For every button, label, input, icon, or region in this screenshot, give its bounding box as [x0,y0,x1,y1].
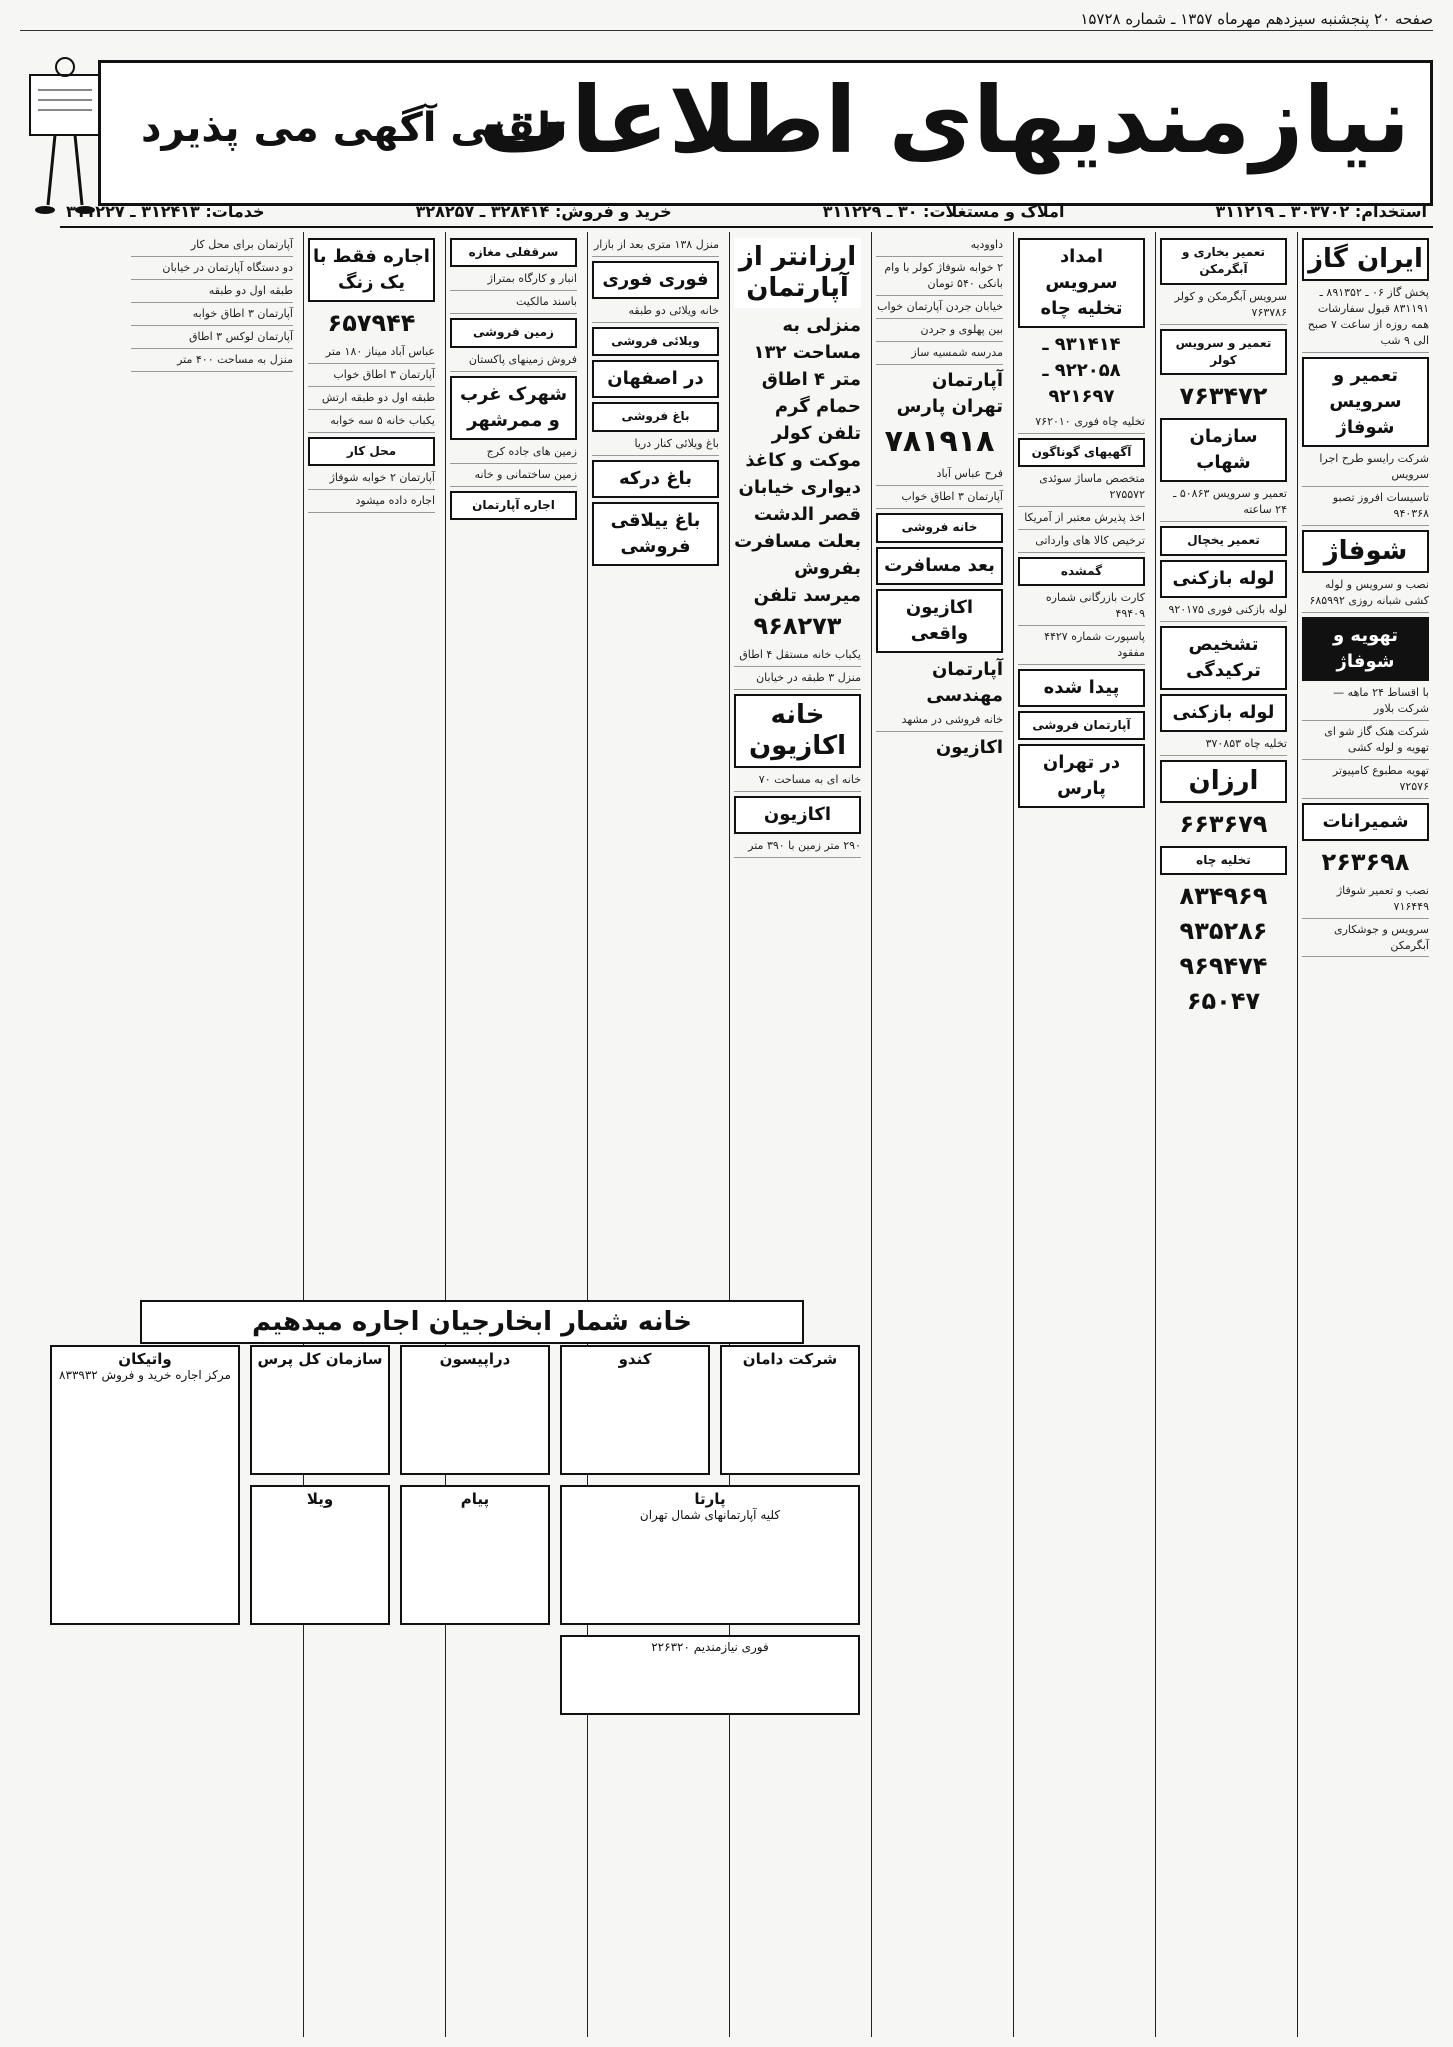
ad-filler: آپارتمان ۳ اطاق خواب [308,367,435,387]
ad-filler: کارت بازرگانی شماره ۴۹۴۰۹ [1018,590,1145,626]
page-subtitle: تلفنی آگهی می پذیرد [141,105,568,151]
ad-filler: اجاره داده میشود [308,493,435,513]
ad-filler: منزل ۳ طبقه در خیابان [734,670,861,690]
ad-filler: لوله بازکنی فوری ۹۲۰۱۷۵ [1160,602,1287,622]
ad-isfahan: در اصفهان [592,360,719,398]
column-3 [1013,232,1149,2037]
ad-ventilation: تهویه و شوفاژ [1302,617,1429,681]
ad-leak-detection: تشخیص ترکیدگی [1160,626,1287,690]
ad-filler: آپارتمان ۳ اطاق خوابه [131,306,293,326]
ad-land-sale: زمین فروشی [450,318,577,347]
display-ad-3-title: دراپیسون [439,1350,511,1368]
ad-apartment-sale: آپارتمان فروشی [1018,711,1145,740]
ad-shofaj-text: نصب و سرویس و لوله کشی شبانه روزی ۶۸۵۹۹۲ [1302,577,1429,613]
column-1 [1297,232,1433,2037]
ad-summer-garden: باغ ییلاقی فروشی [592,502,719,566]
ad-rent-one-call: اجاره فقط با یک زنگ [308,238,435,302]
ad-cheap: ارزان [1160,760,1287,803]
ad-tehranpars: در تهران پارس [1018,744,1145,808]
ad-filler: تهویه مطبوع کامپیوتر ۷۲۵۷۶ [1302,763,1429,799]
display-ad-2 [560,1345,710,1475]
ad-cheaper-text: منزلی به مساحت ۱۳۲ متر ۴ اطاق حمام گرم تلفن کولر موکت و کاغذ دیواری خیابان قصر الدشت بعلت مسافرت بفروش میرسد تلفن [734,315,861,607]
ad-filler: نصب و تعمیر شوفاژ ۷۱۶۴۴۹ [1302,883,1429,919]
ad-cheaper-phone: ۹۶۸۲۷۳ [753,612,842,641]
category-services: خدمات: ۳۱۲۴۱۳ ـ ۳۱۱۲۲۷ [66,202,265,221]
display-ad-3 [400,1345,550,1475]
display-ad-1 [720,1345,860,1475]
ad-davoodieh: داوودیه [876,237,1003,257]
ad-bargain-5: اکازیون [734,796,861,834]
column-2 [1155,232,1291,2037]
foreigners-rental-banner: خانه شمار ابخارجیان اجاره میدهیم [140,1300,804,1344]
ad-cheap-phone: ۶۶۳۶۷۹ [1179,810,1268,839]
ad-filler: یکباب خانه مستقل ۴ اطاق [734,647,861,667]
ad-tehranpars-phone: ۷۸۱۹۱۸ [884,423,995,459]
ad-emdad-phones: ۹۳۱۴۱۴ ـ ۹۲۲۰۵۸ ـ ۹۲۱۶۹۷ [1042,334,1121,408]
ad-filler: اخذ پذیرش معتبر از آمریکا [1018,510,1145,530]
ad-cooler-phone: ۷۶۳۴۷۲ [1179,382,1268,411]
ad-filler: دو دستگاه آپارتمان در خیابان [131,260,293,280]
ad-filler: ۲۹۰ متر زمین با ۳۹۰ متر [734,838,861,858]
ad-filler: فروش زمینهای پاکستان [450,352,577,372]
ad-filler: آپارتمان برای محل کار [131,237,293,257]
display-ad-6 [400,1485,550,1625]
ad-filler: بین پهلوی و جردن [876,322,1003,342]
ad-filler: تخلیه چاه فوری ۷۶۲۰۱۰ [1018,414,1145,434]
category-employment: استخدام: ۳۰۳۷۰۲ ـ ۳۱۱۲۱۹ [1215,202,1427,221]
ad-urgent: فوری فوری [592,261,719,299]
ad-filler: تاسیسات افروز تصبو ۹۴۰۳۶۸ [1302,490,1429,526]
category-buy-sell: خرید و فروش: ۳۲۸۴۱۴ ـ ۳۲۸۲۵۷ [415,202,672,221]
ad-lost: گمشده [1018,557,1145,586]
ad-filler: فرح عباس آباد [876,466,1003,486]
page-header-line [20,8,1433,31]
ad-filler: خیابان جردن آپارتمان خواب [876,299,1003,319]
display-ads-grid [40,1345,860,2025]
ad-after-travel: بعد مسافرت [876,547,1003,585]
ad-iran-gaz: ایران گاز [1302,238,1429,281]
ad-cheaper-than-apt: ارزانتر از آپارتمان [734,238,861,308]
ad-filler: تخلیه چاه ۳۷۰۸۵۳ [1160,736,1287,756]
ad-iran-gaz-text: پخش گاز ۰۶ ـ ۸۹۱۳۵۲ ـ ۸۳۱۱۹۱ قبول سفارشات همه روزه از ساعت ۷ صبح الی ۹ شب [1302,285,1429,353]
ad-tehranpars-apt: آپارتمان تهران پارس [896,369,1003,417]
ad-fridge-repair: تعمیر یخچال [1160,526,1287,555]
ad-shemiranat-phone: ۲۶۳۶۹۸ [1321,847,1410,876]
ad-filler: طبقه اول دو طبقه [131,283,293,303]
ad-pipe-unclog: لوله بازکنی [1160,560,1287,598]
ad-filler: شرکت رایسو طرح اجرا سرویس [1302,451,1429,487]
page-date-line: صفحه ۲۰ پنجشنبه سیزدهم مهرماه ۱۳۵۷ ـ شماره ۱۵۷۲۸ [1080,10,1433,28]
ad-well-drain-phone: ۸۳۴۹۶۹ [1179,882,1268,911]
display-ad-5 [560,1485,860,1625]
display-ad-1-title: شرکت دامان [742,1350,838,1368]
page-title: نیازمندیهای اطلاعات [478,67,1410,174]
display-ad-5-text: کلیه آپارتمانهای شمال تهران [639,1508,781,1522]
masthead [98,60,1433,206]
ad-shofaj: شوفاژ [1302,530,1429,573]
ad-shop-lease: سرقفلی مغازه [450,238,577,267]
ad-workplace: محل کار [308,437,435,466]
category-real-estate: املاک و مستغلات: ۳۰ ـ ۳۱۱۲۲۹ [822,202,1065,221]
ad-filler: ترخیص کالا های وارداتی [1018,533,1145,553]
ad-filler: سرویس و جوشکاری آبگرمکن [1302,922,1429,958]
ad-shemiranat: شمیرانات [1302,803,1429,841]
ad-filler: ۲ خوابه شوفاژ کولر با وام بانکی ۵۴۰ تومان [876,260,1003,296]
ad-bargain: اکازیون [935,736,1003,758]
ad-filler: آپارتمان ۲ خوابه شوفاژ [308,470,435,490]
ad-darakeh-garden: باغ درکه [592,460,719,498]
ad-pipe-unclog-2: لوله بازکنی [1160,694,1287,732]
ad-cooler-repair: تعمیر و سرویس کولر [1160,329,1287,376]
ad-house-bargain: خانه اکازیون [734,694,861,768]
ad-phone-b: ۹۶۹۴۷۴ [1179,951,1268,980]
display-ad-7-title: ویلا [306,1490,334,1508]
ad-filler: طبقه اول دو طبقه ارتش [308,390,435,410]
display-ad-4-title: سازمان کل پرس [257,1350,383,1368]
ad-real-bargain: اکازیون واقعی [876,589,1003,653]
ad-filler: انبار و کارگاه بمتراژ [450,271,577,291]
category-bar [60,200,1433,228]
ad-filler: منزل به مساحت ۴۰۰ متر [131,352,293,372]
display-ad-9-text: فوری نیازمندیم ۲۲۶۳۲۰ [651,1640,769,1654]
ad-ventilation-text: با اقساط ۲۴ ماهه — شرکت بلاور [1302,685,1429,721]
display-ad-9 [560,1635,860,1715]
ad-shahrak-gharb: شهرک غرب و ممرشهر [450,376,577,440]
ad-emdad-service: امداد سرویس تخلیه چاه [1018,238,1145,328]
ad-filler: باغ ویلائی کنار دریا [592,436,719,456]
ad-filler: منزل ۱۳۸ متری بعد از بازار [592,237,719,257]
display-ad-8-title: واتیکان [118,1350,172,1368]
ad-well-drain: تخلیه چاه [1160,846,1287,875]
display-ad-8 [50,1345,240,1625]
ad-filler: شرکت هنک گاز شو ای تهویه و لوله کشی [1302,724,1429,760]
display-ad-8-text: مرکز اجاره خرید و فروش ۸۳۳۹۳۲ [59,1368,231,1382]
ad-heating-repair: تعمیر و سرویس شوفاژ [1302,357,1429,447]
display-ad-5-title: پارتا [694,1490,726,1508]
display-ad-7 [250,1485,390,1625]
ad-filler: عباس آباد میناز ۱۸۰ متر [308,344,435,364]
ad-phone-a: ۹۳۵۲۸۶ [1179,917,1268,946]
ad-shahab: سازمان شهاب [1160,418,1287,482]
ad-garden-sale: باغ فروشی [592,402,719,431]
display-ad-4 [250,1345,390,1475]
ad-heater-repair: تعمیر بخاری و آبگرمکن [1160,238,1287,285]
ad-apt-rent: اجاره آپارتمان [450,491,577,520]
ad-misc: آگهیهای گوناگون [1018,438,1145,467]
ad-filler: زمین ساختمانی و خانه [450,467,577,487]
ad-filler: متخصص ماساژ سوئدی ۲۷۵۵۷۲ [1018,471,1145,507]
ad-villa-sale: ویلائی فروشی [592,327,719,356]
ad-filler: یکباب خانه ۵ سه خوابه [308,413,435,433]
ad-filler: آپارتمان لوکس ۳ اطاق [131,329,293,349]
display-ad-2-title: کندو [618,1350,652,1368]
column-4 [871,232,1007,2037]
ad-filler: آپارتمان ۳ اطاق خواب [876,489,1003,509]
ad-phone-c: ۶۵۰۴۷ [1186,986,1261,1015]
ad-filler: مدرسه شمسیه ساز [876,345,1003,365]
ad-engineering-apt: آپارتمان مهندسی [926,658,1003,706]
ad-filler: خانه فروشی در مشهد [876,712,1003,732]
ad-filler: خانه ای به مساحت ۷۰ [734,772,861,792]
ad-filler: باسند مالکیت [450,294,577,314]
ad-rent-phone: ۶۵۷۹۴۴ [327,309,416,338]
ad-filler: پاسپورت شماره ۴۴۲۷ مفقود [1018,629,1145,665]
ad-filler: تعمیر و سرویس ۵۰۸۶۳ ـ ۲۴ ساعته [1160,486,1287,522]
ad-filler: سرویس آبگرمکن و کولر ۷۶۳۷۸۶ [1160,289,1287,325]
ad-house-sale: خانه فروشی [876,513,1003,542]
display-ad-6-title: پیام [460,1490,490,1508]
ad-filler: خانه ویلائی دو طبقه [592,303,719,323]
ad-filler: زمین های جاده کرج [450,444,577,464]
ad-found: پیدا شده [1018,669,1145,707]
